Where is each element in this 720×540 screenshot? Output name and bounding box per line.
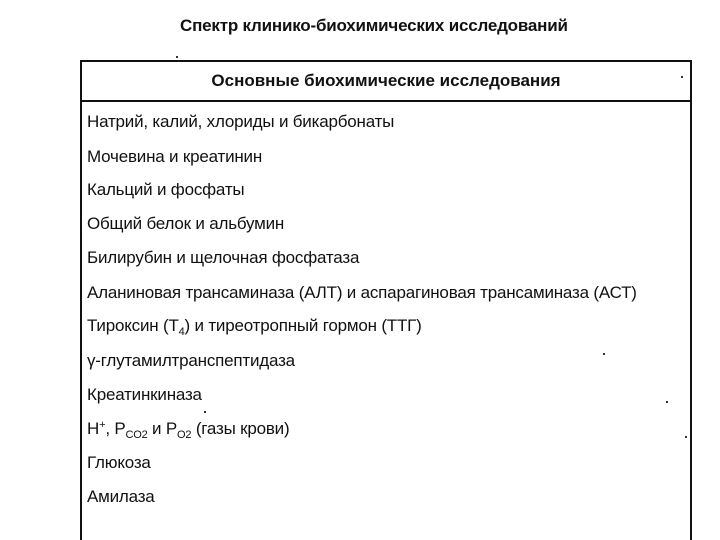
- table-row: Глюкоза: [87, 453, 151, 472]
- scan-speck: [176, 56, 178, 58]
- table-row: [87, 419, 289, 439]
- row-text: Тироксин (Т: [87, 316, 179, 335]
- table-row: γ-глутамилтранспептидаза: [87, 351, 295, 370]
- subscript: [177, 429, 191, 441]
- table-row: Креатинкиназа: [87, 385, 202, 404]
- subscript-text: 2: [185, 429, 192, 441]
- table-row: Билирубин и щелочная фосфатаза: [87, 248, 360, 267]
- scan-speck: [681, 76, 683, 78]
- table-row: Аланиновая трансаминаза (АЛТ) и аспарагиновая трансаминаза (АСТ): [87, 283, 637, 302]
- subscript: [126, 429, 148, 441]
- row-text: , Р: [105, 419, 126, 438]
- table-row: [87, 316, 422, 336]
- table-row: Кальций и фосфаты: [87, 180, 245, 199]
- row-text: ) и тиреотропный гормон (ТТГ): [184, 316, 422, 335]
- table-row: Натрий, калий, хлориды и бикарбонаты: [87, 112, 395, 131]
- scan-speck: [685, 436, 687, 438]
- row-text: и Р: [147, 419, 178, 438]
- row-text: (газы крови): [191, 419, 290, 438]
- row-text: Н: [87, 419, 100, 438]
- scan-speck: [666, 401, 668, 403]
- subscript: 4: [178, 326, 185, 338]
- superscript: +: [99, 419, 106, 431]
- table-header: Основные биохимические исследования: [82, 62, 690, 102]
- biochem-table: [80, 60, 692, 540]
- subscript-text: O: [177, 429, 186, 441]
- scan-speck: [603, 353, 605, 355]
- scan-speck: [204, 411, 206, 413]
- subscript-text: 2: [141, 429, 148, 441]
- table-row: Амилаза: [87, 487, 155, 506]
- page-title: Спектр клинико-биохимических исследований: [180, 16, 568, 35]
- subscript-text: CO: [125, 429, 142, 441]
- table-row: Мочевина и креатинин: [87, 147, 263, 166]
- table-row: Общий белок и альбумин: [87, 214, 285, 233]
